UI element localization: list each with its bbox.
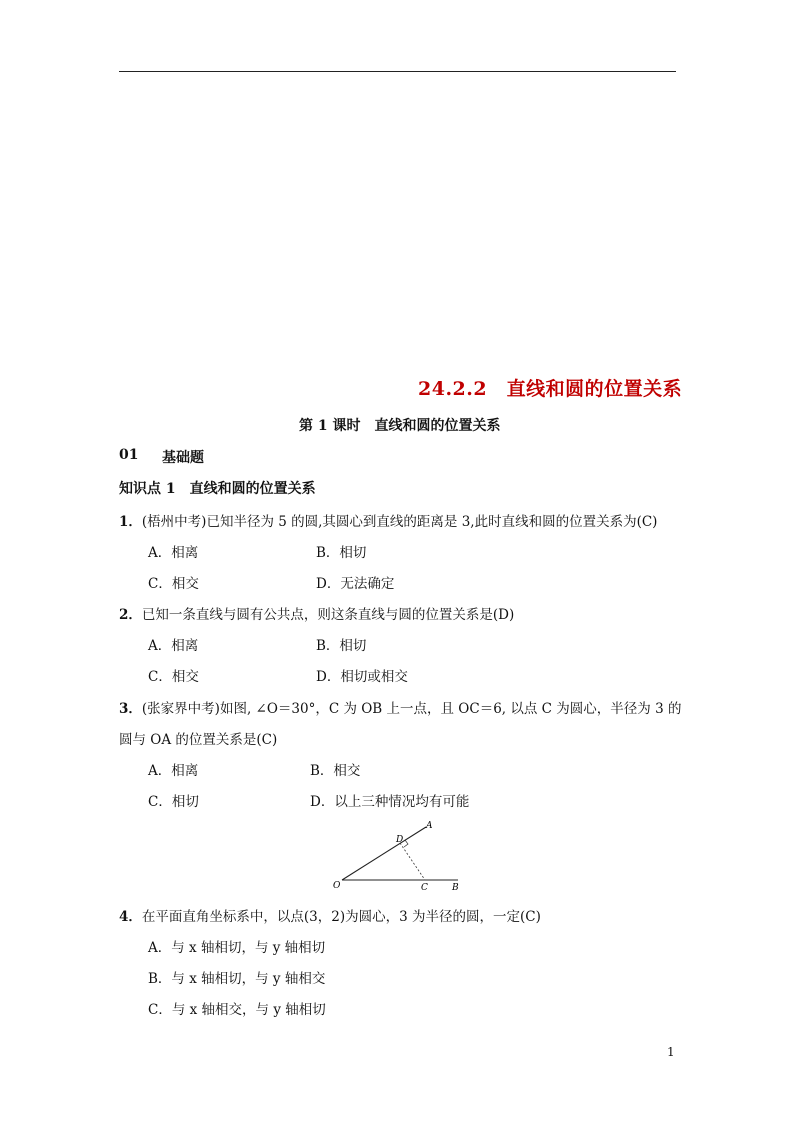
option-d: D．无法确定 xyxy=(316,576,395,592)
option-b: B．相切 xyxy=(316,545,367,561)
option-a: A．相离 xyxy=(148,763,199,779)
lesson-title: 第 1 课时 直线和圆的位置关系 xyxy=(299,418,501,434)
option-c: C．相交 xyxy=(148,669,199,685)
question-4: 4．在平面直角坐标系中，以点(3，2)为圆心，3 为半径的圆，一定(C) xyxy=(119,909,541,925)
question-text: 已知一条直线与圆有公共点，则这条直线与圆的位置关系是(D) xyxy=(141,607,515,623)
question-text: (梧州中考)已知半径为 5 的圆,其圆心到直线的距离是 3,此时直线和圆的位置关系为(C) xyxy=(141,514,658,530)
geometry-figure xyxy=(328,818,468,894)
option-a: A．相离 xyxy=(148,545,199,561)
option-d: D．相切或相交 xyxy=(316,669,408,685)
label-d: D xyxy=(396,835,404,845)
question-2: 2．已知一条直线与圆有公共点，则这条直线与圆的位置关系是(D) xyxy=(119,607,515,623)
label-o: O xyxy=(333,881,341,891)
perpendicular-cd xyxy=(400,843,425,880)
question-number: 3 xyxy=(119,701,129,717)
question-text-line2: 圆与 OA 的位置关系是(C) xyxy=(119,732,278,748)
option-b: B．与 x 轴相切，与 y 轴相交 xyxy=(148,971,326,987)
label-a: A xyxy=(426,821,433,831)
option-c: C．相交 xyxy=(148,576,199,592)
option-c: C．与 x 轴相交，与 y 轴相切 xyxy=(148,1002,326,1018)
label-c: C xyxy=(421,883,428,893)
ray-oa xyxy=(342,827,426,880)
option-a: A．相离 xyxy=(148,638,199,654)
question-1: 1．(梧州中考)已知半径为 5 的圆,其圆心到直线的距离是 3,此时直线和圆的位置关系为(C) xyxy=(119,514,658,530)
level-number: 01 xyxy=(119,447,139,463)
question-number: 1 xyxy=(119,514,129,530)
header-rule xyxy=(119,71,676,72)
question-number: 2 xyxy=(119,607,129,623)
option-d: D．以上三种情况均有可能 xyxy=(310,794,470,810)
question-text: 在平面直角坐标系中，以点(3，2)为圆心，3 为半径的圆，一定(C) xyxy=(141,909,541,925)
question-text-line1: (张家界中考)如图, ∠O＝30°，C 为 OB 上一点，且 OC＝6, 以点 C 为圆心，半径为 3 的 xyxy=(141,701,682,717)
option-b: B．相切 xyxy=(316,638,367,654)
option-b: B．相交 xyxy=(310,763,361,779)
knowledge-point: 知识点 1 直线和圆的位置关系 xyxy=(119,481,316,497)
level-label: 基础题 xyxy=(162,450,204,466)
question-number: 4 xyxy=(119,909,129,925)
option-c: C．相切 xyxy=(148,794,199,810)
page-number: 1 xyxy=(667,1045,675,1059)
section-title: 24.2.2 直线和圆的位置关系 xyxy=(418,378,683,400)
label-b: B xyxy=(452,883,459,893)
option-a: A．与 x 轴相切，与 y 轴相切 xyxy=(148,940,326,956)
question-3: 3．(张家界中考)如图, ∠O＝30°，C 为 OB 上一点，且 OC＝6, 以点 C 为圆心，半径为 3 的 xyxy=(119,701,682,717)
